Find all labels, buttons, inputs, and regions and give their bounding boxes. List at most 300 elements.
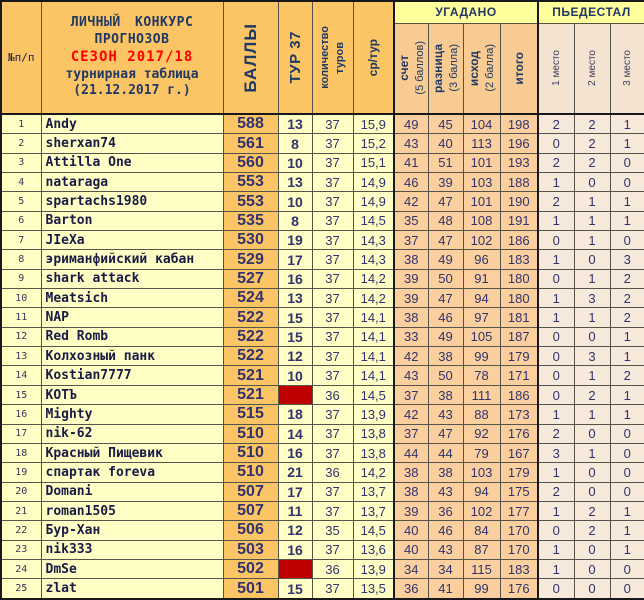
tour-points-cell: 18 [278,405,312,424]
score-guessed-cell: 36 [394,579,428,599]
difference-guessed-cell: 50 [428,366,463,385]
points-cell: 510 [223,424,278,443]
rank-cell: 14 [1,366,41,385]
rank-cell: 19 [1,463,41,482]
tour-header [278,1,312,114]
player-name-cell: Kostian7777 [41,366,223,385]
place2-header [574,23,610,114]
place2-cell: 1 [574,308,610,327]
outcome-guessed-cell: 94 [463,289,500,308]
rank-cell: 8 [1,250,41,269]
player-name-cell: Meatsich [41,289,223,308]
table-row [1,153,644,172]
player-name-cell: Бур-Хан [41,521,223,540]
place2-cell: 0 [574,559,610,578]
outcome-guessed-cell: 78 [463,366,500,385]
score-guessed-cell: 42 [394,405,428,424]
points-cell: 506 [223,521,278,540]
place3-cell: 0 [610,463,644,482]
place1-cell: 0 [538,521,574,540]
player-name-cell: DmSe [41,559,223,578]
avg-per-tour-cell: 14,2 [353,269,394,288]
rank-cell: 9 [1,269,41,288]
outcome-guessed-cell: 88 [463,405,500,424]
score-guessed-cell: 39 [394,289,428,308]
tours-count-label-line2: туров [334,41,346,74]
player-name-cell: spartachs1980 [41,192,223,211]
tours-count-cell: 37 [312,269,353,288]
player-name-cell: эриманфийский кабан [41,250,223,269]
outcome-guessed-cell: 84 [463,521,500,540]
tours-count-cell: 37 [312,250,353,269]
place2-cell: 3 [574,347,610,366]
tours-count-cell: 37 [312,231,353,250]
avg-per-tour-cell: 13,9 [353,559,394,578]
tour-points-cell [278,559,312,578]
player-name-cell: Красный Пищевик [41,443,223,462]
place2-cell: 0 [574,327,610,346]
place2-cell: 1 [574,405,610,424]
points-header-label: БАЛЛЫ [240,22,260,93]
score-guessed-cell: 35 [394,211,428,230]
place3-cell: 1 [610,327,644,346]
place2-cell: 1 [574,269,610,288]
player-name-cell: zlat [41,579,223,599]
difference-guessed-cell: 47 [428,231,463,250]
place3-cell: 0 [610,579,644,599]
avg-per-tour-cell: 14,1 [353,327,394,346]
score-guessed-cell: 37 [394,424,428,443]
place3-cell: 1 [610,521,644,540]
place1-cell: 0 [538,327,574,346]
place2-cell: 2 [574,501,610,520]
table-row [1,308,644,327]
tours-count-cell: 37 [312,192,353,211]
player-name-cell: КОТЪ [41,385,223,404]
player-name-cell: NAP [41,308,223,327]
player-name-cell: nataraga [41,173,223,192]
player-name-cell: shark attack [41,269,223,288]
table-row [1,211,644,230]
rank-cell: 15 [1,385,41,404]
difference-guessed-cell: 46 [428,521,463,540]
total-guessed-cell: 187 [500,327,538,346]
guessed-group-header: УГАДАНО [394,1,538,23]
place1-cell: 1 [538,250,574,269]
table-row [1,192,644,211]
place3-cell: 1 [610,347,644,366]
table-row [1,559,644,578]
table-row [1,347,644,366]
place3-cell: 1 [610,114,644,134]
difference-guessed-cell: 45 [428,114,463,134]
subtitle-line2: (21.12.2017 г.) [73,83,191,99]
total-guessed-cell: 188 [500,173,538,192]
difference-header-label: разница [431,43,445,93]
tour-points-cell: 16 [278,443,312,462]
score-guessed-cell: 38 [394,463,428,482]
table-row [1,173,644,192]
place2-cell: 2 [574,521,610,540]
season-label: СЕЗОН 2017/18 [70,49,194,66]
total-header-label: итого [511,51,526,85]
tour-points-cell: 11 [278,501,312,520]
place1-cell: 1 [538,501,574,520]
difference-guessed-cell: 39 [428,173,463,192]
place2-cell: 0 [574,482,610,501]
tours-count-cell: 37 [312,482,353,501]
tours-count-cell: 37 [312,424,353,443]
total-guessed-cell: 193 [500,153,538,172]
rownum-header [1,1,41,114]
difference-guessed-cell: 47 [428,289,463,308]
outcome-guessed-cell: 115 [463,559,500,578]
tour-points-cell: 16 [278,540,312,559]
outcome-guessed-cell: 103 [463,463,500,482]
table-row [1,366,644,385]
table-row [1,385,644,404]
total-guessed-cell: 173 [500,405,538,424]
points-header [223,1,278,114]
rank-cell: 10 [1,289,41,308]
tour-points-cell: 19 [278,231,312,250]
rank-cell: 2 [1,134,41,153]
tours-count-cell: 36 [312,385,353,404]
points-cell: 507 [223,501,278,520]
place3-cell: 0 [610,559,644,578]
place3-cell: 0 [610,153,644,172]
place3-cell: 0 [610,231,644,250]
table-row [1,521,644,540]
rank-cell: 4 [1,173,41,192]
outcome-guessed-cell: 103 [463,173,500,192]
rownum-header-label: №п/п [8,51,35,64]
avg-per-tour-cell: 13,9 [353,405,394,424]
rank-cell: 23 [1,540,41,559]
place2-cell: 1 [574,231,610,250]
table-row [1,540,644,559]
place3-cell: 1 [610,192,644,211]
place1-cell: 3 [538,443,574,462]
points-cell: 561 [223,134,278,153]
points-cell: 503 [223,540,278,559]
points-cell: 521 [223,385,278,404]
place1-cell: 2 [538,424,574,443]
table-row [1,501,644,520]
difference-guessed-cell: 36 [428,501,463,520]
place3-header-label: 3 место [621,50,633,87]
difference-header [428,23,463,114]
tours-count-cell: 36 [312,559,353,578]
table-row [1,443,644,462]
outcome-guessed-cell: 101 [463,153,500,172]
outcome-header-sublabel: (2 балла) [484,44,496,93]
tours-count-cell: 37 [312,114,353,134]
table-row [1,134,644,153]
rank-cell: 6 [1,211,41,230]
score-guessed-cell: 34 [394,559,428,578]
points-cell: 502 [223,559,278,578]
points-cell: 507 [223,482,278,501]
place1-cell: 0 [538,134,574,153]
difference-guessed-cell: 38 [428,463,463,482]
avg-per-tour-cell: 14,1 [353,308,394,327]
total-guessed-cell: 171 [500,366,538,385]
outcome-header-label: исход [467,50,481,86]
rank-cell: 5 [1,192,41,211]
tours-count-cell: 37 [312,173,353,192]
score-guessed-cell: 49 [394,114,428,134]
difference-guessed-cell: 46 [428,308,463,327]
score-guessed-cell: 42 [394,192,428,211]
rank-cell: 16 [1,405,41,424]
tour-points-cell [278,385,312,404]
table-row [1,250,644,269]
points-cell: 522 [223,308,278,327]
table-header [1,1,644,114]
tour-points-cell: 14 [278,424,312,443]
rank-cell: 25 [1,579,41,599]
player-name-cell: sherxan74 [41,134,223,153]
player-name-cell: nik-62 [41,424,223,443]
place2-cell: 0 [574,173,610,192]
tours-count-cell: 37 [312,327,353,346]
place2-cell: 2 [574,114,610,134]
tours-count-cell: 37 [312,405,353,424]
total-guessed-cell: 198 [500,114,538,134]
tours-count-cell: 37 [312,540,353,559]
avg-per-tour-cell: 13,6 [353,540,394,559]
avg-per-tour-cell: 14,1 [353,366,394,385]
tour-points-cell: 12 [278,347,312,366]
place3-cell: 2 [610,308,644,327]
points-cell: 529 [223,250,278,269]
avg-per-tour-cell: 14,3 [353,231,394,250]
points-cell: 560 [223,153,278,172]
total-guessed-cell: 177 [500,501,538,520]
tour-points-cell: 10 [278,366,312,385]
place1-cell: 0 [538,269,574,288]
points-cell: 501 [223,579,278,599]
score-header-sublabel: (5 баллов) [413,41,426,96]
avg-per-tour-cell: 15,2 [353,134,394,153]
avg-per-tour-cell: 14,1 [353,347,394,366]
table-row [1,482,644,501]
total-guessed-cell: 170 [500,521,538,540]
place2-cell: 0 [574,540,610,559]
player-name-cell: JIeXa [41,231,223,250]
total-guessed-cell: 181 [500,308,538,327]
place1-cell: 1 [538,308,574,327]
tours-count-cell: 36 [312,463,353,482]
place1-cell: 0 [538,385,574,404]
difference-guessed-cell: 38 [428,347,463,366]
outcome-guessed-cell: 91 [463,269,500,288]
difference-guessed-cell: 47 [428,424,463,443]
place1-header [538,23,574,114]
avg-per-tour-cell: 13,5 [353,579,394,599]
table-row [1,327,644,346]
difference-guessed-cell: 47 [428,192,463,211]
place1-cell: 1 [538,289,574,308]
place3-cell: 0 [610,424,644,443]
place2-cell: 2 [574,134,610,153]
tour-points-cell: 15 [278,327,312,346]
score-guessed-cell: 43 [394,134,428,153]
tour-points-cell: 13 [278,289,312,308]
player-name-cell: Колхозный панк [41,347,223,366]
score-guessed-cell: 38 [394,250,428,269]
player-name-cell: Attilla One [41,153,223,172]
place1-cell: 1 [538,173,574,192]
points-cell: 535 [223,211,278,230]
avg-per-tour-cell: 14,5 [353,211,394,230]
outcome-guessed-cell: 113 [463,134,500,153]
place2-cell: 1 [574,211,610,230]
tours-count-header [312,1,353,114]
avg-per-tour-cell: 15,9 [353,114,394,134]
title-line1: ЛИЧНЫЙ КОНКУРС [70,14,194,30]
outcome-guessed-cell: 99 [463,347,500,366]
place1-cell: 2 [538,114,574,134]
outcome-guessed-cell: 102 [463,501,500,520]
player-name-cell: спартак foreva [41,463,223,482]
place1-cell: 2 [538,153,574,172]
tours-count-cell: 37 [312,211,353,230]
place1-cell: 1 [538,405,574,424]
tours-count-cell: 37 [312,134,353,153]
podium-group-header: ПЬЕДЕСТАЛ [538,1,644,23]
avg-per-tour-cell: 13,7 [353,482,394,501]
place3-header [610,23,644,114]
difference-guessed-cell: 43 [428,540,463,559]
points-cell: 588 [223,114,278,134]
place3-cell: 2 [610,269,644,288]
score-guessed-cell: 43 [394,366,428,385]
points-cell: 510 [223,443,278,462]
score-header-label: счет [396,55,411,82]
place1-cell: 0 [538,579,574,599]
total-guessed-cell: 179 [500,463,538,482]
place2-cell: 1 [574,443,610,462]
place3-cell: 2 [610,289,644,308]
tour-points-cell: 10 [278,192,312,211]
table-row [1,463,644,482]
place3-cell: 1 [610,211,644,230]
tour-points-cell: 15 [278,579,312,599]
place1-cell: 1 [538,463,574,482]
place3-cell: 1 [610,134,644,153]
place1-cell: 0 [538,347,574,366]
outcome-guessed-cell: 108 [463,211,500,230]
place2-cell: 1 [574,192,610,211]
tour-points-cell: 13 [278,173,312,192]
place1-cell: 0 [538,231,574,250]
rank-cell: 18 [1,443,41,462]
points-cell: 553 [223,192,278,211]
table-row [1,231,644,250]
score-guessed-cell: 39 [394,501,428,520]
tours-count-cell: 37 [312,347,353,366]
difference-guessed-cell: 44 [428,443,463,462]
tours-count-cell: 37 [312,289,353,308]
points-cell: 510 [223,463,278,482]
score-guessed-cell: 41 [394,153,428,172]
place3-cell: 1 [610,405,644,424]
place1-cell: 2 [538,192,574,211]
place2-cell: 2 [574,385,610,404]
tour-points-cell: 16 [278,269,312,288]
tour-points-cell: 13 [278,114,312,134]
tour-points-cell: 12 [278,521,312,540]
tours-count-cell: 35 [312,521,353,540]
total-guessed-cell: 176 [500,579,538,599]
title-line2: ПРОГНОЗОВ [94,31,170,47]
points-cell: 553 [223,173,278,192]
total-guessed-cell: 180 [500,269,538,288]
difference-guessed-cell: 34 [428,559,463,578]
outcome-guessed-cell: 92 [463,424,500,443]
tours-count-cell: 37 [312,579,353,599]
outcome-guessed-cell: 101 [463,192,500,211]
score-header [394,23,428,114]
total-header [500,23,538,114]
standings-body [1,114,644,599]
place2-cell: 2 [574,153,610,172]
difference-header-sublabel: (3 балла) [448,44,460,93]
avg-per-tour-cell: 14,5 [353,521,394,540]
tours-count-cell: 37 [312,308,353,327]
outcome-header [463,23,500,114]
player-name-cell: nik333 [41,540,223,559]
place3-cell: 0 [610,173,644,192]
place2-cell: 0 [574,424,610,443]
table-row [1,405,644,424]
outcome-guessed-cell: 87 [463,540,500,559]
rank-cell: 3 [1,153,41,172]
points-cell: 521 [223,366,278,385]
points-cell: 530 [223,231,278,250]
points-cell: 522 [223,327,278,346]
total-guessed-cell: 191 [500,211,538,230]
avg-per-tour-header [353,1,394,114]
place3-cell: 1 [610,385,644,404]
player-name-cell: Barton [41,211,223,230]
place1-cell: 1 [538,559,574,578]
score-guessed-cell: 44 [394,443,428,462]
place2-cell: 0 [574,250,610,269]
avg-per-tour-cell: 14,3 [353,250,394,269]
place3-cell: 0 [610,443,644,462]
outcome-guessed-cell: 102 [463,231,500,250]
place1-cell: 2 [538,482,574,501]
difference-guessed-cell: 38 [428,385,463,404]
difference-guessed-cell: 43 [428,482,463,501]
place2-cell: 0 [574,463,610,482]
table-row [1,269,644,288]
tour-points-cell: 15 [278,308,312,327]
tour-points-cell: 17 [278,482,312,501]
score-guessed-cell: 38 [394,482,428,501]
score-guessed-cell: 37 [394,385,428,404]
total-guessed-cell: 167 [500,443,538,462]
player-name-cell: roman1505 [41,501,223,520]
avg-per-tour-cell: 14,5 [353,385,394,404]
difference-guessed-cell: 48 [428,211,463,230]
outcome-guessed-cell: 96 [463,250,500,269]
score-guessed-cell: 46 [394,173,428,192]
subtitle-line1: турнирная таблица [65,66,199,82]
